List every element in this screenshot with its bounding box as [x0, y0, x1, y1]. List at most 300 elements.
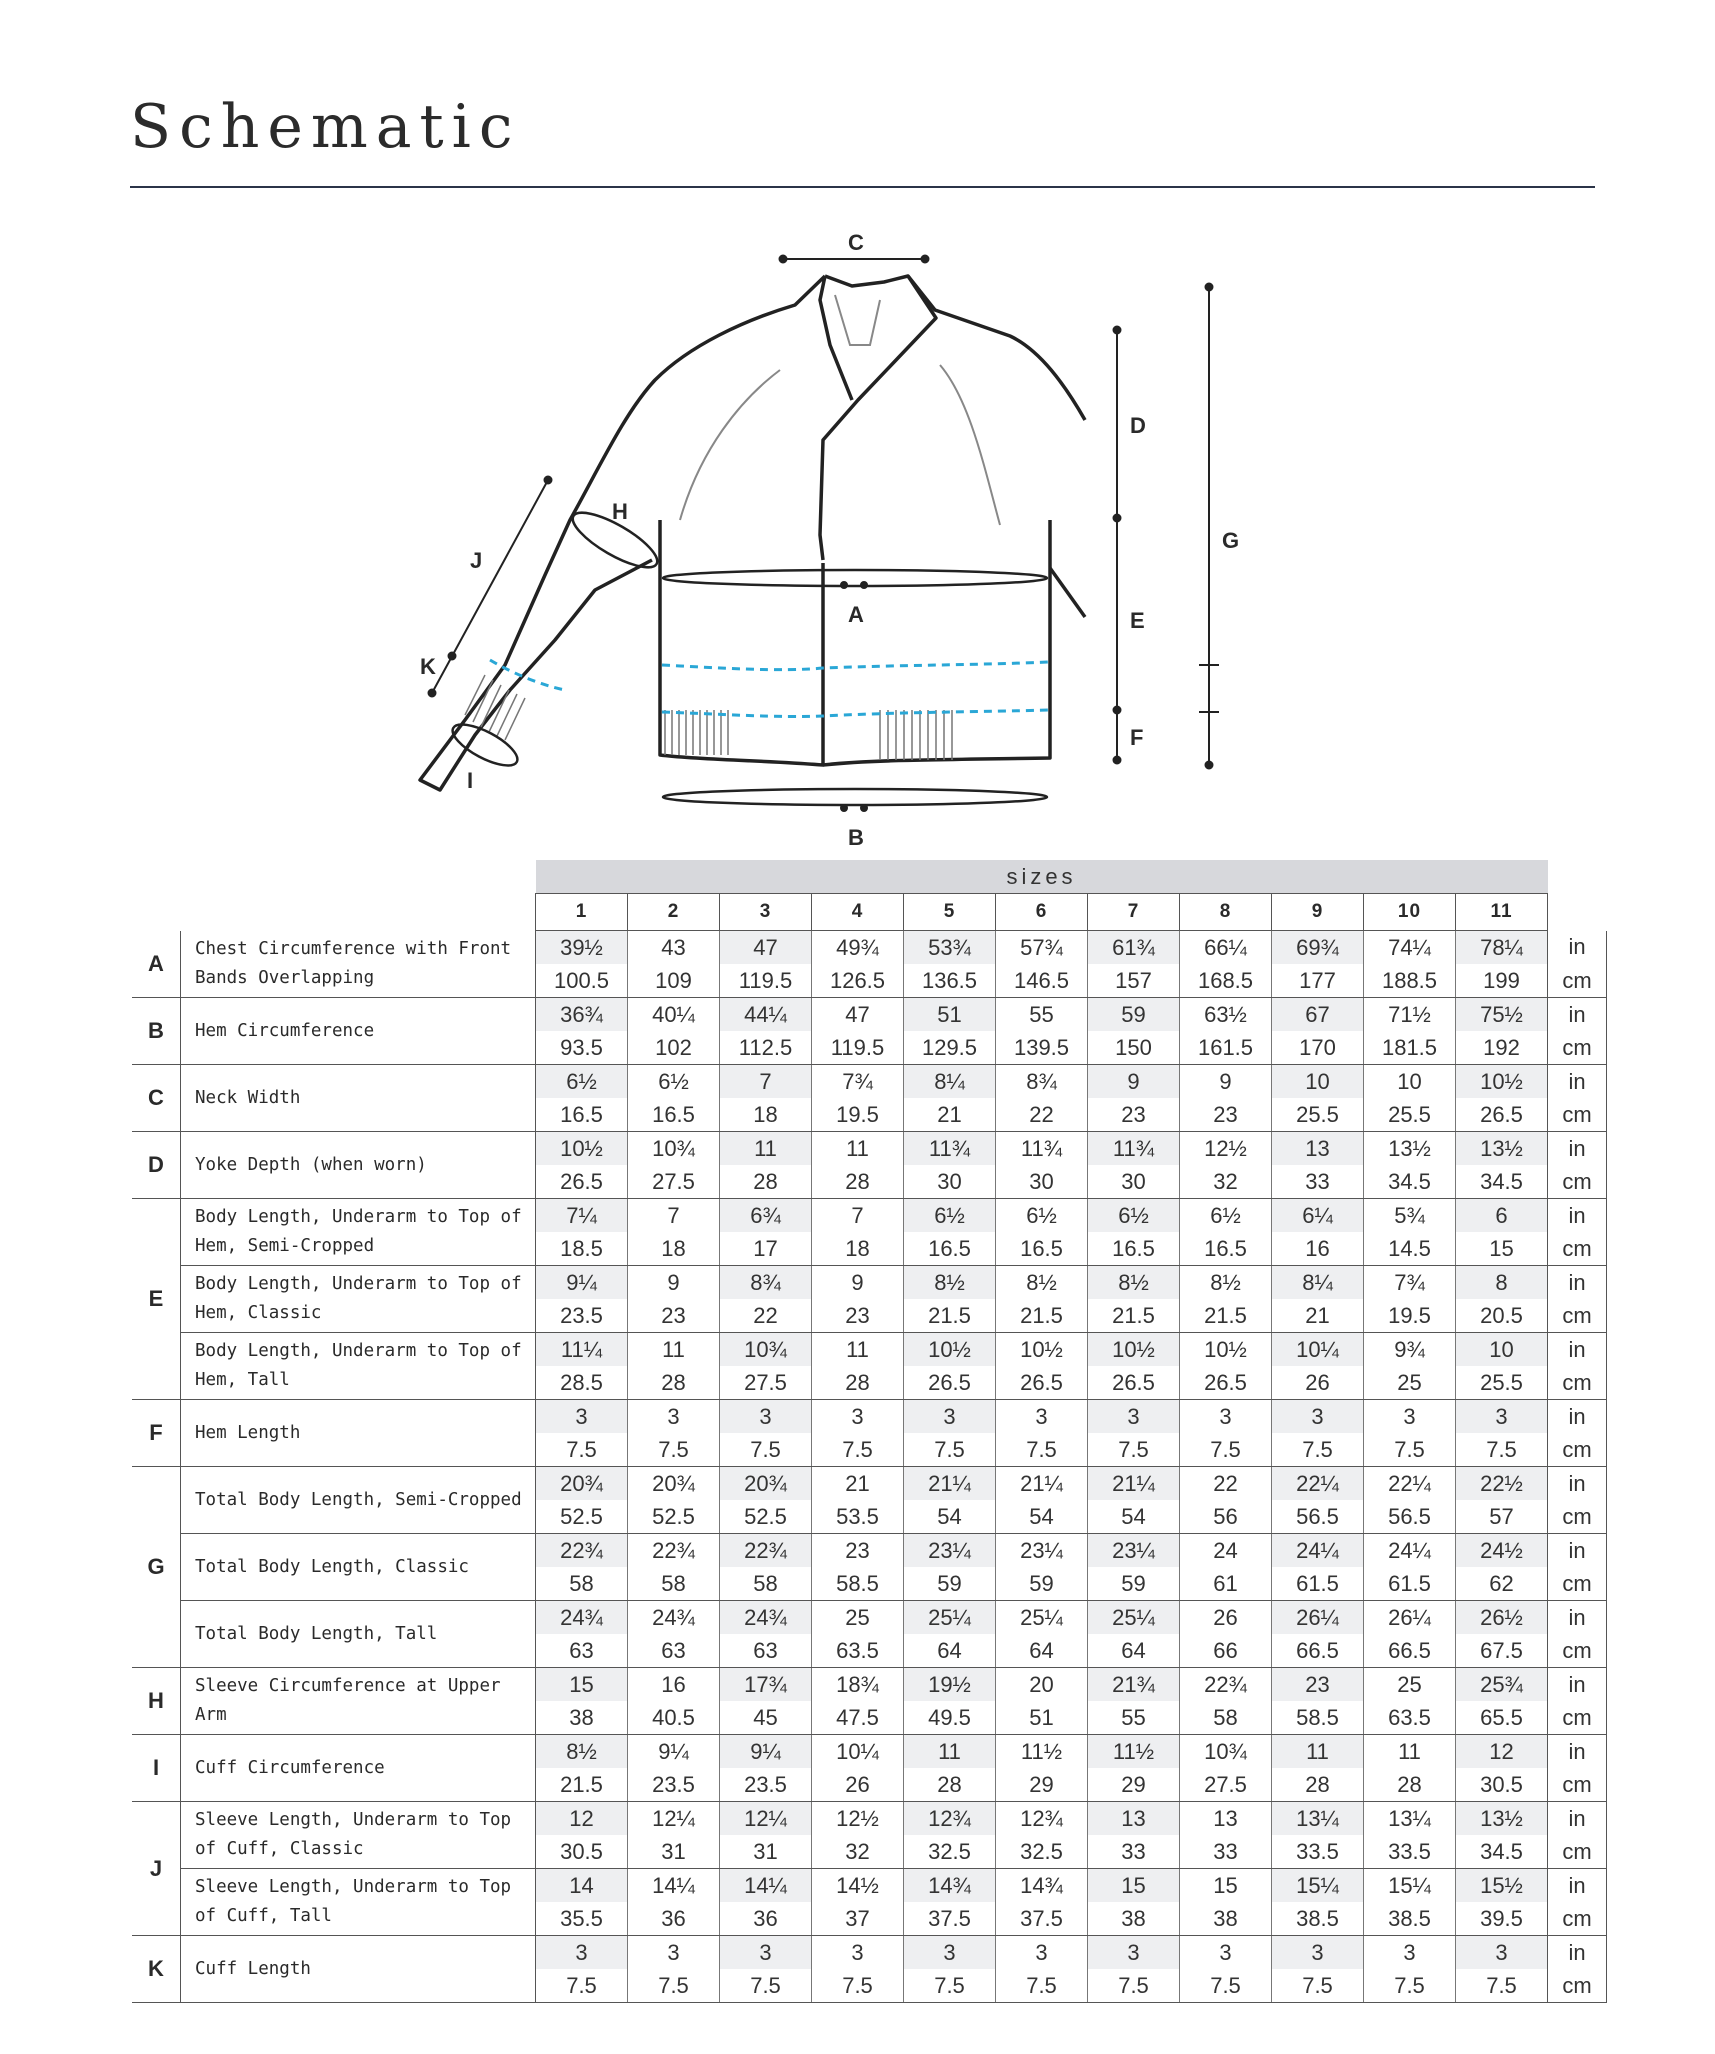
value-cm: 16.5 [628, 1098, 720, 1132]
value-cm: 146.5 [996, 964, 1088, 998]
value-in: 3 [628, 1936, 720, 1970]
value-cm: 58 [720, 1567, 812, 1601]
value-cm: 30 [904, 1165, 996, 1199]
value-in: 71½ [1364, 998, 1456, 1032]
value-cm: 21.5 [1180, 1299, 1272, 1333]
value-in: 7 [720, 1065, 812, 1099]
value-cm: 66.5 [1272, 1634, 1364, 1668]
value-in: 63½ [1180, 998, 1272, 1032]
value-cm: 26.5 [1088, 1366, 1180, 1400]
value-cm: 21.5 [536, 1768, 628, 1802]
value-cm: 58 [536, 1567, 628, 1601]
value-in: 22½ [1456, 1467, 1548, 1501]
value-in: 10½ [1180, 1333, 1272, 1367]
value-cm: 7.5 [812, 1433, 904, 1467]
value-cm: 21.5 [996, 1299, 1088, 1333]
value-cm: 18 [812, 1232, 904, 1266]
value-cm: 7.5 [1364, 1969, 1456, 2003]
value-cm: 55 [1088, 1701, 1180, 1735]
measurement-row-in [132, 1936, 1607, 1970]
unit-in: in [1548, 1132, 1607, 1166]
value-in: 12½ [1180, 1132, 1272, 1166]
value-in: 19½ [904, 1668, 996, 1702]
value-cm: 181.5 [1364, 1031, 1456, 1065]
value-cm: 28 [812, 1165, 904, 1199]
value-in: 7¼ [536, 1199, 628, 1233]
value-cm: 20.5 [1456, 1299, 1548, 1333]
value-in: 8½ [1088, 1266, 1180, 1300]
unit-cm: cm [1548, 1366, 1607, 1400]
value-in: 3 [1272, 1936, 1364, 1970]
value-in: 10¼ [1272, 1333, 1364, 1367]
label-i: I [467, 768, 474, 793]
value-in: 10¾ [720, 1333, 812, 1367]
value-cm: 23 [812, 1299, 904, 1333]
measurement-row-in [132, 1199, 1607, 1233]
value-in: 67 [1272, 998, 1364, 1032]
value-cm: 63 [720, 1634, 812, 1668]
value-cm: 54 [996, 1500, 1088, 1534]
unit-in: in [1548, 1668, 1607, 1702]
value-in: 10 [1456, 1333, 1548, 1367]
value-cm: 168.5 [1180, 964, 1272, 998]
value-cm: 34.5 [1456, 1835, 1548, 1869]
value-cm: 47.5 [812, 1701, 904, 1735]
label-c: C [848, 230, 864, 255]
garment-schematic [0, 0, 1715, 860]
value-cm: 33.5 [1364, 1835, 1456, 1869]
value-in: 40¼ [628, 998, 720, 1032]
measurement-row-in [132, 1132, 1607, 1166]
value-cm: 37.5 [904, 1902, 996, 1936]
unit-in: in [1548, 1802, 1607, 1836]
measurement-row-in [132, 1601, 1607, 1635]
value-cm: 109 [628, 964, 720, 998]
measurement-label: Cuff Circumference [181, 1735, 536, 1802]
value-in: 3 [1456, 1400, 1548, 1434]
measurement-letter: I [132, 1735, 181, 1802]
unit-in: in [1548, 931, 1607, 965]
value-in: 6½ [536, 1065, 628, 1099]
value-in: 3 [1364, 1936, 1456, 1970]
value-in: 13 [1272, 1132, 1364, 1166]
value-in: 11 [1272, 1735, 1364, 1769]
value-cm: 54 [904, 1500, 996, 1534]
value-cm: 63.5 [1364, 1701, 1456, 1735]
value-in: 8½ [996, 1266, 1088, 1300]
value-cm: 52.5 [536, 1500, 628, 1534]
value-in: 3 [1180, 1936, 1272, 1970]
value-cm: 53.5 [812, 1500, 904, 1534]
value-in: 10 [1364, 1065, 1456, 1099]
measurement-letter: F [132, 1400, 181, 1467]
value-in: 8½ [904, 1266, 996, 1300]
value-in: 3 [812, 1400, 904, 1434]
value-in: 15½ [1456, 1869, 1548, 1903]
value-cm: 28 [628, 1366, 720, 1400]
unit-cm: cm [1548, 1634, 1607, 1668]
value-in: 12¼ [720, 1802, 812, 1836]
value-cm: 7.5 [996, 1969, 1088, 2003]
value-cm: 23.5 [628, 1768, 720, 1802]
value-in: 12¾ [996, 1802, 1088, 1836]
value-in: 8½ [536, 1735, 628, 1769]
measurement-row-in [132, 1400, 1607, 1434]
value-in: 12 [1456, 1735, 1548, 1769]
value-cm: 56.5 [1272, 1500, 1364, 1534]
value-in: 11¾ [1088, 1132, 1180, 1166]
value-in: 14 [536, 1869, 628, 1903]
unit-cm: cm [1548, 1433, 1607, 1467]
size-header: 1 [536, 894, 628, 931]
unit-in: in [1548, 1936, 1607, 1970]
value-in: 15 [1088, 1869, 1180, 1903]
unit-in: in [1548, 1199, 1607, 1233]
value-in: 8 [1456, 1266, 1548, 1300]
value-cm: 26.5 [1180, 1366, 1272, 1400]
value-cm: 19.5 [812, 1098, 904, 1132]
value-in: 10 [1272, 1065, 1364, 1099]
value-cm: 23.5 [720, 1768, 812, 1802]
label-e: E [1130, 608, 1145, 633]
unit-in: in [1548, 1400, 1607, 1434]
value-in: 3 [536, 1936, 628, 1970]
value-cm: 33.5 [1272, 1835, 1364, 1869]
value-cm: 29 [1088, 1768, 1180, 1802]
value-cm: 22 [720, 1299, 812, 1333]
measurement-row-in [132, 1802, 1607, 1836]
value-in: 11¾ [996, 1132, 1088, 1166]
value-cm: 61 [1180, 1567, 1272, 1601]
unit-cm: cm [1548, 1969, 1607, 2003]
value-cm: 129.5 [904, 1031, 996, 1065]
value-in: 15 [1180, 1869, 1272, 1903]
unit-cm: cm [1548, 1902, 1607, 1936]
value-in: 3 [1272, 1400, 1364, 1434]
measurement-row-in [132, 1869, 1607, 1903]
value-in: 3 [904, 1936, 996, 1970]
value-cm: 64 [996, 1634, 1088, 1668]
value-cm: 7.5 [1456, 1433, 1548, 1467]
value-cm: 37 [812, 1902, 904, 1936]
value-cm: 7.5 [1364, 1433, 1456, 1467]
label-b: B [848, 825, 864, 850]
unit-in: in [1548, 1735, 1607, 1769]
value-in: 21¾ [1088, 1668, 1180, 1702]
measurement-label: Sleeve Length, Underarm to Top of Cuff, Classic [181, 1802, 536, 1869]
value-cm: 7.5 [1088, 1433, 1180, 1467]
value-cm: 28 [812, 1366, 904, 1400]
value-in: 10½ [904, 1333, 996, 1367]
value-cm: 67.5 [1456, 1634, 1548, 1668]
value-cm: 54 [1088, 1500, 1180, 1534]
size-header: 11 [1456, 894, 1548, 931]
measurement-row-in [132, 998, 1607, 1032]
label-g: G [1222, 528, 1240, 553]
value-in: 3 [1180, 1400, 1272, 1434]
value-cm: 7.5 [1272, 1969, 1364, 2003]
value-in: 20 [996, 1668, 1088, 1702]
value-cm: 7.5 [720, 1433, 812, 1467]
measurement-label: Neck Width [181, 1065, 536, 1132]
value-in: 10½ [1456, 1065, 1548, 1099]
value-cm: 30.5 [1456, 1768, 1548, 1802]
value-in: 25 [812, 1601, 904, 1635]
value-cm: 17 [720, 1232, 812, 1266]
sizes-band-row [132, 860, 1607, 894]
label-h: H [612, 499, 628, 524]
value-in: 13¼ [1364, 1802, 1456, 1836]
value-cm: 26 [812, 1768, 904, 1802]
value-in: 8¾ [720, 1266, 812, 1300]
value-cm: 38 [1180, 1902, 1272, 1936]
measurement-letter: C [132, 1065, 181, 1132]
value-in: 6½ [1088, 1199, 1180, 1233]
value-in: 8¼ [1272, 1266, 1364, 1300]
value-in: 7 [628, 1199, 720, 1233]
value-in: 22 [1180, 1467, 1272, 1501]
value-cm: 40.5 [628, 1701, 720, 1735]
value-in: 16 [628, 1668, 720, 1702]
value-in: 51 [904, 998, 996, 1032]
value-in: 8¼ [904, 1065, 996, 1099]
unit-cm: cm [1548, 1232, 1607, 1266]
value-cm: 66.5 [1364, 1634, 1456, 1668]
value-in: 12 [536, 1802, 628, 1836]
value-in: 22¼ [1364, 1467, 1456, 1501]
measurement-letter: A [132, 931, 181, 998]
value-cm: 16.5 [904, 1232, 996, 1266]
value-in: 14¼ [628, 1869, 720, 1903]
value-in: 24½ [1456, 1534, 1548, 1568]
value-in: 5¾ [1364, 1199, 1456, 1233]
value-in: 11 [812, 1132, 904, 1166]
unit-in: in [1548, 998, 1607, 1032]
measurement-label: Sleeve Length, Underarm to Top of Cuff, Tall [181, 1869, 536, 1936]
unit-in: in [1548, 1601, 1607, 1635]
value-in: 25¼ [904, 1601, 996, 1635]
value-in: 8½ [1180, 1266, 1272, 1300]
value-cm: 7.5 [628, 1433, 720, 1467]
size-header: 9 [1272, 894, 1364, 931]
value-cm: 32.5 [996, 1835, 1088, 1869]
size-number-row [132, 894, 1607, 931]
size-header: 8 [1180, 894, 1272, 931]
value-cm: 59 [904, 1567, 996, 1601]
label-j: J [470, 548, 483, 573]
value-cm: 102 [628, 1031, 720, 1065]
value-cm: 7.5 [996, 1433, 1088, 1467]
unit-cm: cm [1548, 1567, 1607, 1601]
value-in: 22¾ [1180, 1668, 1272, 1702]
value-in: 24¼ [1364, 1534, 1456, 1568]
value-cm: 170 [1272, 1031, 1364, 1065]
value-cm: 119.5 [720, 964, 812, 998]
value-cm: 21.5 [904, 1299, 996, 1333]
value-in: 3 [1364, 1400, 1456, 1434]
size-header: 7 [1088, 894, 1180, 931]
value-in: 10½ [996, 1333, 1088, 1367]
value-in: 7¾ [1364, 1266, 1456, 1300]
value-in: 21 [812, 1467, 904, 1501]
measurement-label: Hem Circumference [181, 998, 536, 1065]
chest-ellipse [663, 570, 1047, 586]
value-cm: 26.5 [536, 1165, 628, 1199]
value-in: 22¾ [536, 1534, 628, 1568]
value-cm: 31 [720, 1835, 812, 1869]
value-cm: 56.5 [1364, 1500, 1456, 1534]
value-cm: 7.5 [536, 1433, 628, 1467]
value-cm: 63 [628, 1634, 720, 1668]
value-cm: 38.5 [1364, 1902, 1456, 1936]
value-cm: 33 [1180, 1835, 1272, 1869]
value-in: 47 [812, 998, 904, 1032]
value-cm: 7.5 [1456, 1969, 1548, 2003]
value-in: 6½ [904, 1199, 996, 1233]
value-cm: 39.5 [1456, 1902, 1548, 1936]
value-in: 21¼ [1088, 1467, 1180, 1501]
measurement-label: Hem Length [181, 1400, 536, 1467]
size-header: 3 [720, 894, 812, 931]
value-in: 3 [720, 1400, 812, 1434]
value-in: 59 [1088, 998, 1180, 1032]
value-in: 8¾ [996, 1065, 1088, 1099]
value-cm: 58 [628, 1567, 720, 1601]
value-in: 13½ [1456, 1802, 1548, 1836]
value-cm: 29 [996, 1768, 1088, 1802]
value-in: 3 [1088, 1936, 1180, 1970]
value-in: 17¾ [720, 1668, 812, 1702]
value-cm: 18 [720, 1098, 812, 1132]
value-in: 53¾ [904, 931, 996, 965]
value-cm: 126.5 [812, 964, 904, 998]
value-cm: 27.5 [720, 1366, 812, 1400]
size-header: 6 [996, 894, 1088, 931]
value-in: 3 [812, 1936, 904, 1970]
value-cm: 58.5 [1272, 1701, 1364, 1735]
value-cm: 37.5 [996, 1902, 1088, 1936]
value-in: 25 [1364, 1668, 1456, 1702]
value-cm: 100.5 [536, 964, 628, 998]
value-cm: 23 [1180, 1098, 1272, 1132]
value-cm: 58 [1180, 1701, 1272, 1735]
value-cm: 34.5 [1364, 1165, 1456, 1199]
value-cm: 35.5 [536, 1902, 628, 1936]
value-cm: 23 [1088, 1098, 1180, 1132]
value-in: 26¼ [1364, 1601, 1456, 1635]
value-cm: 25.5 [1272, 1098, 1364, 1132]
value-in: 26¼ [1272, 1601, 1364, 1635]
value-in: 23 [812, 1534, 904, 1568]
measurement-row-in [132, 1668, 1607, 1702]
value-cm: 52.5 [628, 1500, 720, 1534]
value-in: 24¼ [1272, 1534, 1364, 1568]
value-cm: 31 [628, 1835, 720, 1869]
measurement-letter: G [132, 1467, 181, 1668]
value-in: 6 [1456, 1199, 1548, 1233]
unit-in: in [1548, 1467, 1607, 1501]
value-in: 23¼ [1088, 1534, 1180, 1568]
value-in: 13 [1180, 1802, 1272, 1836]
value-in: 9¼ [536, 1266, 628, 1300]
value-cm: 7.5 [720, 1969, 812, 2003]
value-in: 11 [812, 1333, 904, 1367]
value-in: 13½ [1364, 1132, 1456, 1166]
measurement-row-in [132, 1333, 1607, 1367]
unit-cm: cm [1548, 964, 1607, 998]
value-in: 9¼ [720, 1735, 812, 1769]
value-in: 3 [628, 1400, 720, 1434]
measurement-label: Yoke Depth (when worn) [181, 1132, 536, 1199]
measurement-letter: D [132, 1132, 181, 1199]
value-cm: 62 [1456, 1567, 1548, 1601]
value-cm: 63.5 [812, 1634, 904, 1668]
value-cm: 25.5 [1456, 1366, 1548, 1400]
value-cm: 16.5 [1088, 1232, 1180, 1266]
value-cm: 18.5 [536, 1232, 628, 1266]
value-cm: 16.5 [996, 1232, 1088, 1266]
measurement-letter: E [132, 1199, 181, 1400]
measurement-letter: K [132, 1936, 181, 2003]
value-cm: 21.5 [1088, 1299, 1180, 1333]
hem-ribbing [465, 675, 952, 760]
value-cm: 38.5 [1272, 1902, 1364, 1936]
measurement-label: Total Body Length, Tall [181, 1601, 536, 1668]
value-cm: 30 [1088, 1165, 1180, 1199]
size-header: 4 [812, 894, 904, 931]
value-cm: 32 [812, 1835, 904, 1869]
value-cm: 28 [904, 1768, 996, 1802]
value-in: 10¾ [1180, 1735, 1272, 1769]
value-in: 26 [1180, 1601, 1272, 1635]
value-cm: 7.5 [904, 1969, 996, 2003]
unit-cm: cm [1548, 1031, 1607, 1065]
hem-ellipse [663, 789, 1047, 805]
value-cm: 177 [1272, 964, 1364, 998]
value-in: 43 [628, 931, 720, 965]
value-in: 10¾ [628, 1132, 720, 1166]
value-in: 3 [904, 1400, 996, 1434]
value-cm: 7.5 [1088, 1969, 1180, 2003]
value-in: 21¼ [904, 1467, 996, 1501]
measurement-row-in [132, 1065, 1607, 1099]
value-in: 20¾ [628, 1467, 720, 1501]
size-header: 2 [628, 894, 720, 931]
measurement-letter: J [132, 1802, 181, 1936]
value-cm: 192 [1456, 1031, 1548, 1065]
value-cm: 23 [628, 1299, 720, 1333]
value-in: 9 [812, 1266, 904, 1300]
value-in: 55 [996, 998, 1088, 1032]
value-in: 9 [1088, 1065, 1180, 1099]
value-cm: 119.5 [812, 1031, 904, 1065]
value-in: 6½ [1180, 1199, 1272, 1233]
value-in: 15¼ [1272, 1869, 1364, 1903]
measurement-label: Body Length, Underarm to Top of Hem, Tall [181, 1333, 536, 1400]
value-in: 20¾ [720, 1467, 812, 1501]
value-cm: 14.5 [1364, 1232, 1456, 1266]
value-in: 39½ [536, 931, 628, 965]
value-in: 25¼ [1088, 1601, 1180, 1635]
unit-in: in [1548, 1065, 1607, 1099]
value-in: 22¼ [1272, 1467, 1364, 1501]
unit-cm: cm [1548, 1500, 1607, 1534]
value-in: 9¾ [1364, 1333, 1456, 1367]
value-in: 14½ [812, 1869, 904, 1903]
value-cm: 25.5 [1364, 1098, 1456, 1132]
value-in: 11¼ [536, 1333, 628, 1367]
measurement-label: Chest Circumference with Front Bands Overlapping [181, 931, 536, 998]
